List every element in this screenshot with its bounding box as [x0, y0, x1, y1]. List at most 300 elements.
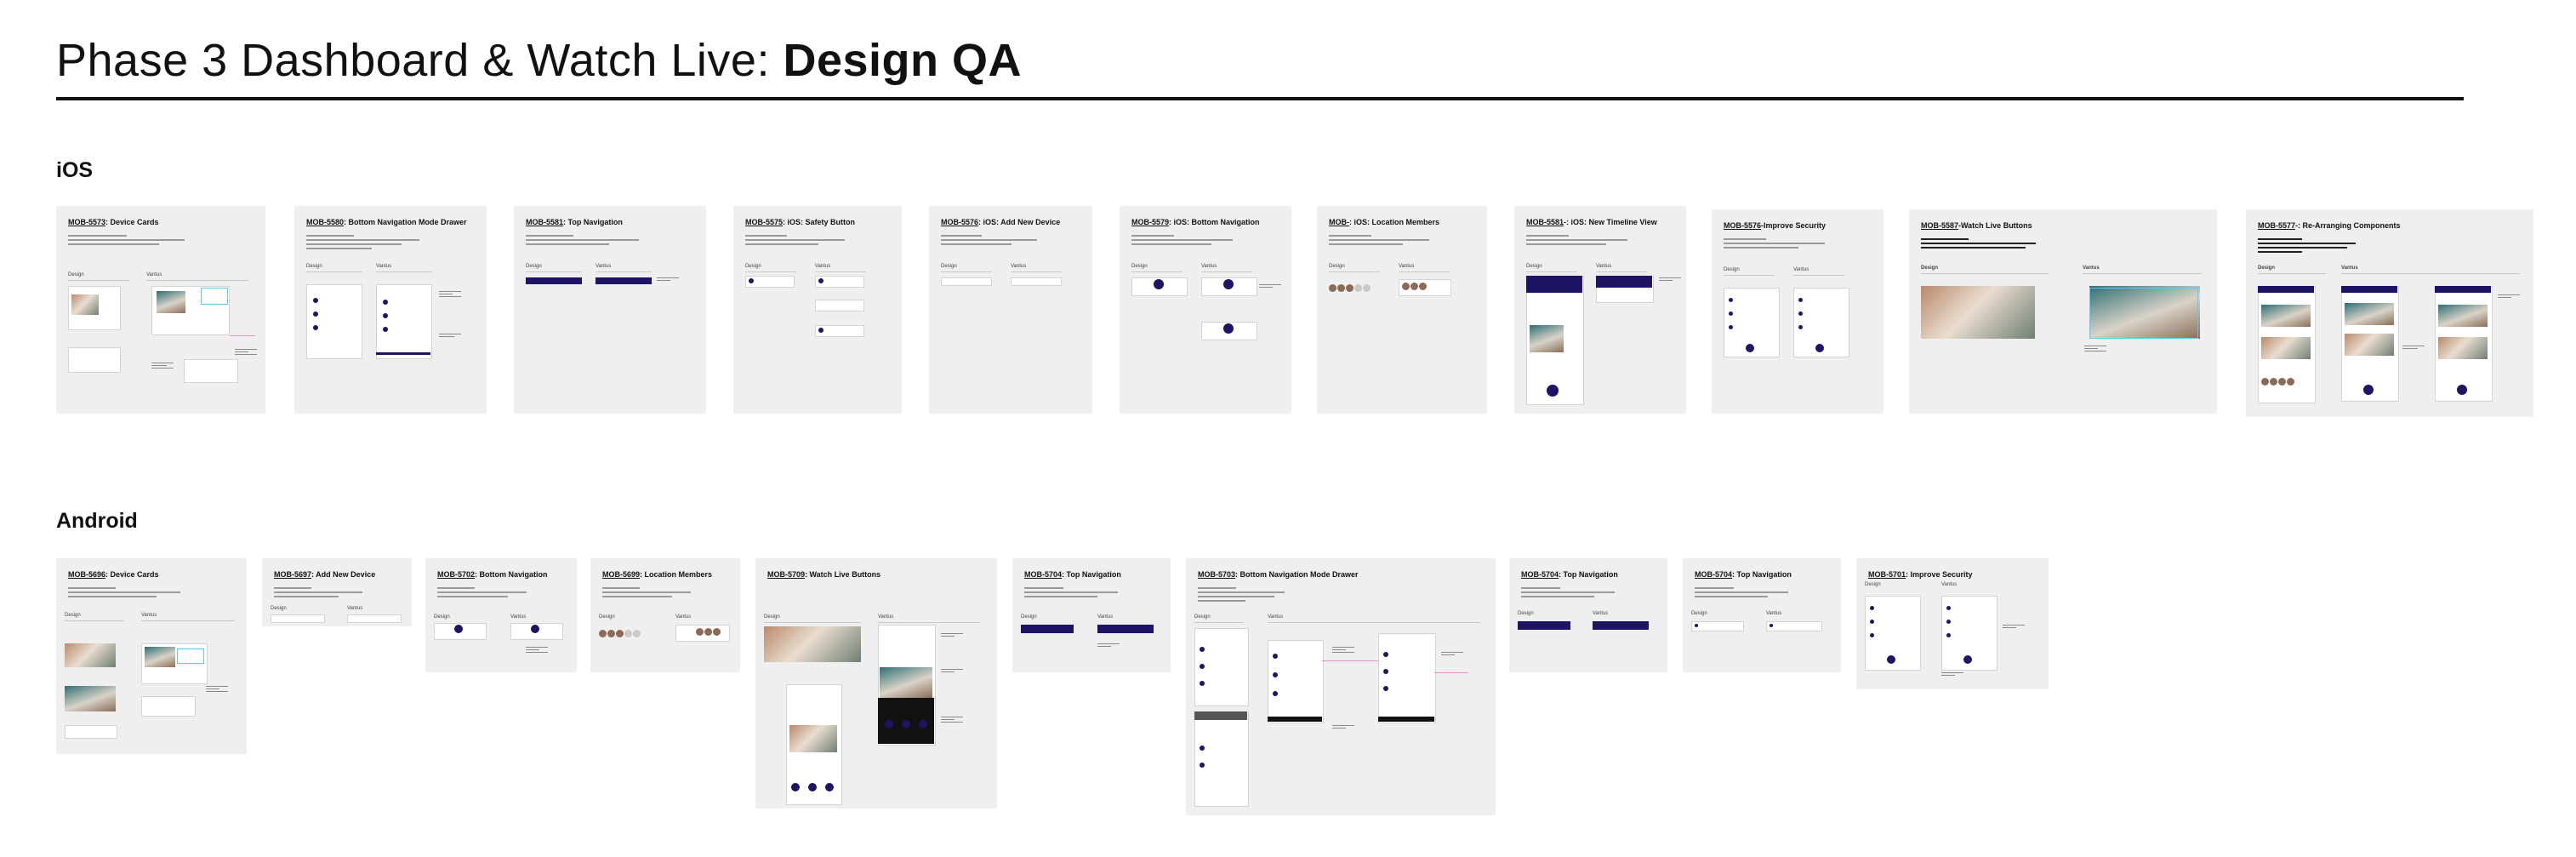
- board-title: [767, 570, 881, 579]
- mode-icon: [1200, 746, 1205, 751]
- divider: [1793, 275, 1844, 276]
- mode-icon: [1200, 681, 1205, 686]
- board-title: [941, 218, 1060, 226]
- vantus-label: Vantus: [1011, 264, 1027, 269]
- vantus-top-nav-bar: [1766, 621, 1822, 631]
- vantus-label: Vantus: [1268, 614, 1284, 620]
- camera-thumbnail: [145, 647, 175, 667]
- section-heading-ios: iOS: [56, 158, 94, 182]
- qa-note: [941, 717, 963, 728]
- camera-thumbnail: [789, 725, 837, 752]
- page-title: [56, 34, 1022, 87]
- vantus-member-avatars: [696, 628, 721, 636]
- camera-thumbnail: [2438, 337, 2488, 359]
- top-nav-bar: [2258, 286, 2314, 293]
- design-member-avatars: [1329, 284, 1371, 292]
- camera-thumbnail: [2261, 337, 2311, 359]
- ticket-id-link[interactable]: MOB-5579: [1131, 218, 1170, 226]
- ticket-id-link[interactable]: MOB-5701: [1868, 570, 1906, 579]
- divider: [146, 280, 248, 281]
- user-story-text: [437, 587, 531, 600]
- ticket-id-link[interactable]: MOB-5697: [274, 570, 312, 579]
- divider: [376, 271, 432, 272]
- qa-board-android-top-navigation[interactable]: [1012, 558, 1171, 672]
- vantus-label: Vantus: [1596, 264, 1612, 269]
- home-icon: [1154, 279, 1164, 289]
- qa-note: [1097, 643, 1120, 655]
- vantus-label: Vantus: [1201, 264, 1217, 269]
- design-label: Design: [306, 264, 322, 269]
- divider: [2083, 273, 2202, 274]
- board-name: : Device Cards: [105, 570, 159, 579]
- mode-icon: [1273, 691, 1278, 696]
- vantus-label: Vantus: [376, 264, 392, 269]
- ticket-id-link[interactable]: MOB-5702: [437, 570, 476, 579]
- qa-note: [2498, 294, 2520, 306]
- board-name: : Location Members: [640, 570, 713, 579]
- vantus-label: Vantus: [1793, 267, 1809, 272]
- board-name: : Bottom Navigation Mode Drawer: [1235, 570, 1359, 579]
- qa-note: [151, 363, 174, 374]
- qa-board-ios-watch-live-buttons[interactable]: [1909, 209, 2217, 414]
- divider: [1268, 622, 1480, 623]
- shield-icon: [818, 328, 824, 333]
- user-story-text: [526, 235, 645, 248]
- qa-board-android-improve-security[interactable]: [1856, 558, 2049, 689]
- user-story-text: [68, 235, 198, 248]
- qa-board-android-bottom-nav-mode-drawer[interactable]: [1186, 558, 1496, 815]
- board-name: : Top Navigation: [1062, 570, 1121, 579]
- ticket-id-link[interactable]: MOB-5587: [1921, 221, 1959, 230]
- board-name: : Top Navigation: [563, 218, 623, 226]
- qa-note: [2402, 346, 2425, 357]
- board-title: [1521, 570, 1618, 579]
- qa-board-ios-improve-security[interactable]: [1712, 209, 1884, 414]
- board-name: : iOS: Safety Button: [783, 218, 856, 226]
- qa-board-android-add-new-device[interactable]: [262, 558, 412, 626]
- design-top-nav-bar: [1021, 625, 1074, 633]
- divider: [2341, 273, 2520, 274]
- design-mode-drawer-screen: [1194, 711, 1249, 807]
- mode-icon: [383, 327, 388, 332]
- divider: [68, 280, 129, 281]
- board-name: : Improve Security: [1906, 570, 1973, 579]
- top-nav-bar: [2435, 286, 2491, 293]
- qa-board-android-bottom-navigation[interactable]: [425, 558, 577, 672]
- ticket-id-link[interactable]: MOB-5581: [526, 218, 564, 226]
- qa-note: [2084, 346, 2106, 357]
- record-icon: [885, 720, 893, 728]
- page-title-regular: Phase 3 Dashboard & Watch Live:: [56, 35, 784, 86]
- user-story-text: [1131, 235, 1238, 248]
- menu-icon: [1770, 624, 1773, 627]
- board-title: [1868, 570, 1973, 579]
- vantus-label: Vantus: [347, 606, 363, 611]
- mode-icon: [313, 325, 318, 330]
- design-label: Design: [68, 272, 84, 277]
- mode-icon: [1383, 686, 1388, 691]
- vantus-label: Vantus: [1593, 611, 1609, 616]
- qa-board-android-top-navigation-2[interactable]: [1509, 558, 1667, 672]
- redline: [1322, 660, 1378, 661]
- ticket-id-link[interactable]: MOB-5575: [745, 218, 784, 226]
- ticket-id-link[interactable]: MOB-5703: [1198, 570, 1236, 579]
- vantus-label: Vantus: [675, 614, 692, 620]
- top-nav-bar: [2341, 286, 2397, 293]
- qa-board-ios-top-navigation[interactable]: [514, 206, 706, 414]
- vantus-label: Vantus: [815, 264, 831, 269]
- qa-board-android-location-members[interactable]: [590, 558, 740, 672]
- design-label: Design: [941, 264, 957, 269]
- qa-note: [1332, 647, 1354, 659]
- qa-note: [206, 686, 228, 698]
- siren-icon: [919, 720, 927, 728]
- vantus-mode-drawer-screen: [1268, 640, 1324, 723]
- home-icon: [1887, 655, 1895, 664]
- board-name: : iOS: Location Members: [1349, 218, 1440, 226]
- board-name: : iOS: Add New Device: [978, 218, 1061, 226]
- vantus-top-nav-bar: [1097, 625, 1154, 633]
- vantus-label: Vantus: [1399, 264, 1415, 269]
- design-label: Design: [1021, 614, 1037, 620]
- user-story-text: [1695, 587, 1792, 600]
- camera-thumbnail: [65, 643, 116, 667]
- design-label: Design: [1131, 264, 1148, 269]
- board-title: [1329, 218, 1439, 226]
- ticket-id-link[interactable]: MOB-5577: [2258, 221, 2296, 230]
- ticket-id-link[interactable]: MOB-5704: [1695, 570, 1733, 579]
- board-title: [1724, 221, 1826, 230]
- redline: [230, 335, 255, 336]
- home-icon: [2363, 385, 2374, 395]
- camera-thumbnail: [2261, 305, 2311, 327]
- ticket-id-link[interactable]: MOB-5576: [941, 218, 979, 226]
- bottom-nav-bar: [1268, 717, 1322, 722]
- design-label: Design: [271, 606, 287, 611]
- talk-icon: [808, 783, 817, 791]
- watch-live-icon: [1547, 385, 1559, 397]
- qa-board-ios-rearranging-components[interactable]: [2246, 209, 2533, 417]
- user-story-text: [274, 587, 367, 600]
- board-title: [1131, 218, 1260, 226]
- vantus-label: Vantus: [2341, 266, 2358, 271]
- shield-icon: [818, 278, 824, 283]
- divider: [1921, 273, 2049, 274]
- divider: [1724, 275, 1775, 276]
- board-title: [1921, 221, 2032, 230]
- user-story-text: [745, 235, 850, 248]
- page-title-bold: Design QA: [783, 35, 1022, 86]
- user-story-text: [1526, 235, 1633, 248]
- board-title: [68, 218, 159, 226]
- mode-icon: [1383, 669, 1388, 674]
- home-icon: [1963, 655, 1972, 664]
- board-name: -Improve Security: [1761, 221, 1827, 230]
- divider: [306, 271, 362, 272]
- vantus-member-avatars: [1402, 283, 1427, 290]
- user-story-text: [1921, 238, 2112, 251]
- vantus-label: Vantus: [1941, 582, 1958, 587]
- divider: [1596, 271, 1647, 272]
- design-add-device-row: [941, 277, 992, 286]
- divider: [878, 622, 980, 623]
- qa-board-android-watch-live-buttons[interactable]: [755, 558, 997, 808]
- vantus-label: Vantus: [1766, 611, 1782, 616]
- qa-note: [526, 647, 548, 659]
- home-icon: [1815, 344, 1824, 352]
- qa-board-ios-device-cards[interactable]: [56, 206, 265, 414]
- divider: [815, 271, 866, 272]
- lock-icon: [1798, 325, 1803, 329]
- qa-board-ios-bottom-navigation[interactable]: [1120, 206, 1291, 414]
- board-title: [2258, 221, 2401, 230]
- bottom-nav-bar: [376, 352, 430, 355]
- board-name: -Watch Live Buttons: [1958, 221, 2032, 230]
- ticket-id-link[interactable]: MOB-: [1329, 218, 1349, 226]
- mode-icon: [383, 313, 388, 318]
- user-story-text: [306, 235, 425, 252]
- board-title: [1695, 570, 1792, 579]
- lock-icon: [1798, 298, 1803, 302]
- user-story-text: [2258, 238, 2436, 255]
- ticket-id-link[interactable]: MOB-5573: [68, 218, 106, 226]
- board-name: : Top Navigation: [1732, 570, 1792, 579]
- board-name: -: Re-Arranging Components: [2295, 221, 2401, 230]
- design-label: Design: [1526, 264, 1542, 269]
- board-name: : Top Navigation: [1559, 570, 1618, 579]
- board-title: [1024, 570, 1121, 579]
- board-name: -: iOS: New Timeline View: [1564, 218, 1657, 226]
- vantus-add-device-row: [1011, 277, 1062, 286]
- ticket-id-link[interactable]: MOB-5709: [767, 570, 806, 579]
- qa-board-ios-safety-button[interactable]: [733, 206, 902, 414]
- user-story-text: [1724, 238, 1830, 251]
- qa-note: [235, 349, 257, 361]
- lock-icon: [1870, 633, 1874, 637]
- camera-thumbnail: [1530, 325, 1564, 352]
- ticket-id-link[interactable]: MOB-5576: [1724, 221, 1762, 230]
- mode-icon: [383, 300, 388, 305]
- lock-icon: [1870, 620, 1874, 624]
- qa-board-android-device-cards[interactable]: [56, 558, 247, 754]
- qa-board-android-top-navigation-3[interactable]: [1683, 558, 1841, 672]
- home-icon: [454, 625, 463, 633]
- design-label: Design: [1194, 614, 1211, 620]
- board-title: [602, 570, 712, 579]
- design-member-avatars: [599, 630, 641, 637]
- vantus-label: Vantus: [878, 614, 894, 620]
- drawer-header: [1194, 711, 1247, 720]
- mode-icon: [1273, 654, 1278, 659]
- vantus-label: Vantus: [1097, 614, 1114, 620]
- divider: [2258, 273, 2326, 274]
- mode-icon: [313, 311, 318, 317]
- design-add-device-row: [271, 614, 325, 623]
- board-title: [68, 570, 159, 579]
- ticket-id-link[interactable]: MOB-5581: [1526, 218, 1564, 226]
- divider: [596, 271, 652, 272]
- vantus-label: Vantus: [2083, 266, 2100, 271]
- board-title: [1198, 570, 1359, 579]
- camera-thumbnail: [880, 667, 932, 698]
- divider: [1201, 271, 1252, 272]
- user-story-text: [1521, 587, 1619, 600]
- lock-icon: [1729, 325, 1733, 329]
- user-story-text: [1198, 587, 1390, 604]
- mode-icon: [1200, 647, 1205, 652]
- board-name: : Watch Live Buttons: [805, 570, 881, 579]
- board-title: [437, 570, 548, 579]
- qa-note: [1659, 277, 1681, 289]
- design-label: Design: [1865, 582, 1881, 587]
- camera-thumbnail: [157, 291, 185, 313]
- divider: [141, 620, 235, 621]
- divider: [1329, 271, 1380, 272]
- user-story-text: [941, 235, 1042, 248]
- home-icon: [1223, 323, 1234, 334]
- design-device-card: [65, 725, 117, 739]
- design-label: Design: [764, 614, 780, 620]
- divider: [65, 620, 124, 621]
- home-icon: [531, 625, 539, 633]
- vantus-device-card: [184, 359, 238, 383]
- user-story-text: [1329, 235, 1434, 248]
- title-underline: [56, 97, 2464, 100]
- lock-icon: [1946, 633, 1951, 637]
- ticket-id-link[interactable]: MOB-5696: [68, 570, 106, 579]
- ticket-id-link[interactable]: MOB-5699: [602, 570, 641, 579]
- board-name: : Bottom Navigation: [475, 570, 548, 579]
- ticket-id-link[interactable]: MOB-5580: [306, 218, 345, 226]
- user-story-text: [1024, 587, 1122, 600]
- design-label: Design: [434, 614, 450, 620]
- camera-thumbnail: [2438, 305, 2488, 327]
- user-story-text: [68, 587, 186, 600]
- camera-thumbnail: [2345, 334, 2394, 356]
- design-top-nav-bar: [1518, 621, 1570, 630]
- board-title: [1526, 218, 1657, 226]
- qa-board-ios-add-new-device[interactable]: [929, 206, 1092, 414]
- qa-board-ios-location-members[interactable]: [1317, 206, 1487, 414]
- qa-note: [2003, 625, 2025, 637]
- qa-note: [657, 277, 679, 289]
- home-icon: [2457, 385, 2467, 395]
- camera-thumbnail: [2345, 303, 2394, 325]
- vantus-label: Vantus: [510, 614, 527, 620]
- divider: [1194, 622, 1244, 623]
- divider: [526, 271, 582, 272]
- qa-note: [1441, 652, 1463, 664]
- lock-icon: [1729, 298, 1733, 302]
- qa-note: [439, 334, 461, 346]
- spacing-annotation: [2089, 288, 2198, 339]
- design-label: Design: [526, 264, 542, 269]
- design-top-nav-bar: [526, 277, 582, 284]
- timeline-header: [1596, 276, 1652, 288]
- spacing-annotation: [201, 288, 228, 305]
- menu-icon: [1695, 624, 1698, 627]
- qa-note: [1332, 725, 1354, 737]
- lock-icon: [1946, 606, 1951, 610]
- qa-note: [1941, 672, 1963, 684]
- qa-note: [1259, 284, 1281, 296]
- member-avatars: [2261, 378, 2294, 386]
- lock-icon: [1798, 311, 1803, 316]
- vantus-mode-drawer-screen: [1378, 633, 1436, 723]
- home-icon: [1746, 344, 1754, 352]
- mode-icon: [1383, 652, 1388, 657]
- qa-board-ios-new-timeline-view[interactable]: [1514, 206, 1686, 414]
- qa-note: [941, 633, 963, 645]
- timeline-header: [1526, 276, 1582, 293]
- board-title: [306, 218, 467, 226]
- design-label: Design: [1724, 267, 1740, 272]
- design-label: Design: [1329, 264, 1345, 269]
- bottom-nav-bar: [1378, 717, 1434, 722]
- section-heading-android: Android: [56, 509, 138, 533]
- board-title: [274, 570, 375, 579]
- divider: [1131, 271, 1183, 272]
- design-label: Design: [1921, 266, 1939, 271]
- design-device-card: [68, 347, 121, 373]
- record-icon: [791, 783, 800, 791]
- ticket-id-link[interactable]: MOB-5704: [1024, 570, 1063, 579]
- divider: [764, 622, 861, 623]
- home-icon: [1223, 279, 1234, 289]
- board-name: : Add New Device: [311, 570, 376, 579]
- qa-board-ios-bottom-nav-mode-drawer[interactable]: [294, 206, 487, 414]
- divider: [1011, 271, 1062, 272]
- design-top-nav-bar: [1691, 621, 1744, 631]
- board-title: [745, 218, 855, 226]
- divider: [745, 271, 796, 272]
- board-name: : Device Cards: [105, 218, 159, 226]
- ticket-id-link[interactable]: MOB-5704: [1521, 570, 1559, 579]
- board-title: [526, 218, 623, 226]
- design-mode-drawer-screen: [306, 284, 362, 359]
- design-label: Design: [599, 614, 615, 620]
- lock-icon: [1870, 606, 1874, 610]
- lock-icon: [1946, 620, 1951, 624]
- mode-icon: [1200, 763, 1205, 768]
- spacing-annotation: [177, 648, 204, 664]
- vantus-add-device-row: [347, 614, 402, 623]
- vantus-top-nav-bar: [596, 277, 652, 284]
- design-label: Design: [745, 264, 761, 269]
- divider: [941, 271, 992, 272]
- design-live-video: [1921, 286, 2035, 339]
- talk-icon: [902, 720, 910, 728]
- divider: [1526, 271, 1577, 272]
- design-label: Design: [2258, 266, 2276, 271]
- vantus-label: Vantus: [146, 272, 162, 277]
- vantus-top-nav-bar: [1593, 621, 1649, 630]
- vantus-label: Vantus: [141, 613, 157, 618]
- vantus-safety-button: [815, 300, 864, 311]
- camera-thumbnail: [65, 686, 116, 711]
- redline: [1434, 672, 1468, 673]
- design-label: Design: [1691, 611, 1707, 616]
- mode-icon: [313, 298, 318, 303]
- shield-icon: [749, 278, 754, 283]
- vantus-mode-drawer-screen: [376, 284, 432, 359]
- divider: [1399, 271, 1450, 272]
- vantus-device-card: [141, 696, 196, 717]
- camera-thumbnail: [71, 294, 99, 315]
- qa-note: [439, 291, 461, 303]
- design-label: Design: [65, 613, 81, 618]
- design-live-video: [764, 626, 861, 662]
